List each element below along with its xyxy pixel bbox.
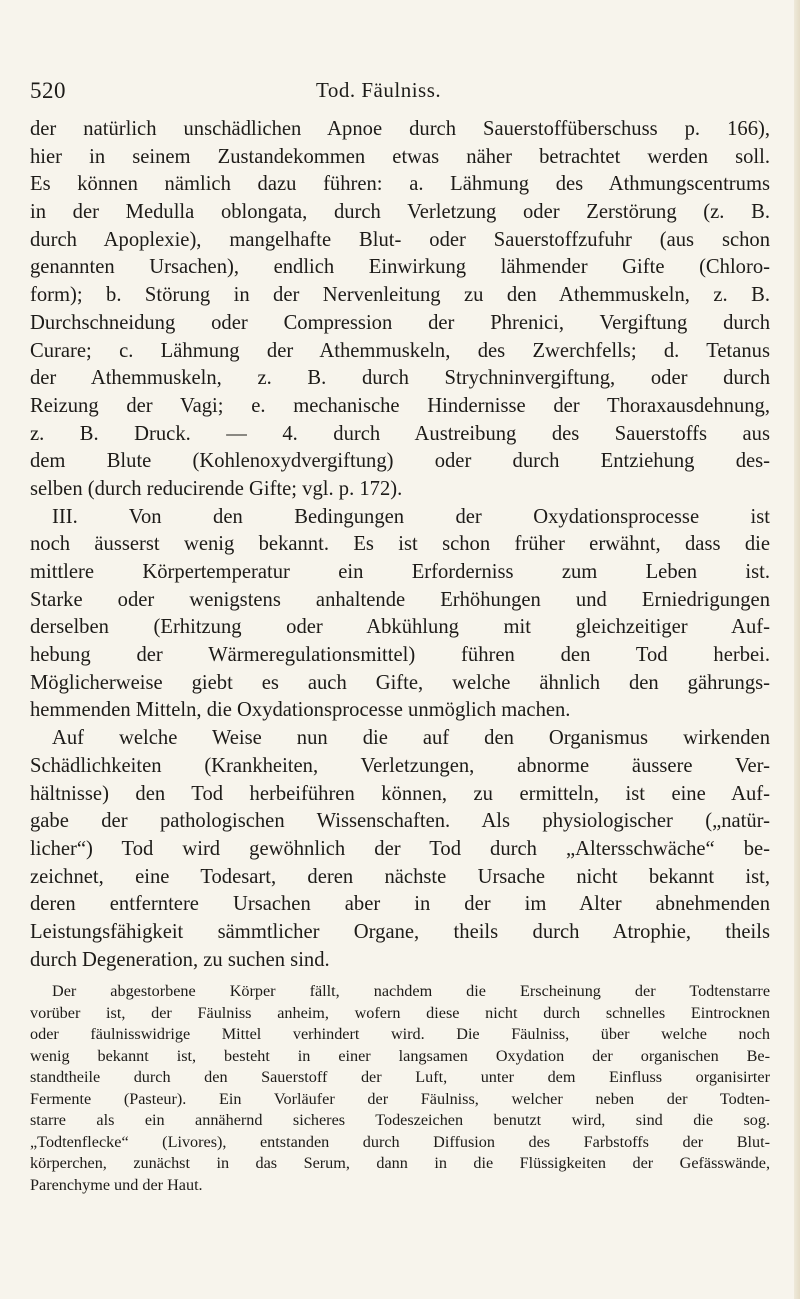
text-line: durch Apoplexie), mangelhafte Blut- oder Sauerstoffzufuhr (aus schon: [30, 228, 770, 251]
fine-line: körperchen, zunächst in das Serum, dann in die Flüssigkeiten der Gefässwände,: [30, 1154, 770, 1173]
fine-line: wenig bekannt ist, besteht in einer langsamen Oxydation der organischen Be-: [30, 1046, 770, 1065]
text-line: gabe der pathologischen Wissenschaften. Als physiologischer („natür-: [30, 810, 770, 833]
fine-line: Der abgestorbene Körper fällt, nachdem die Erscheinung der Todtenstarre: [52, 982, 770, 1001]
text-line: Schädlichkeiten (Krankheiten, Verletzungen, abnorme äussere Ver-: [30, 754, 770, 777]
text-line: deren entferntere Ursachen aber in der im Alter abnehmenden: [30, 893, 770, 916]
text-line: in der Medulla oblongata, durch Verletzung oder Zerstörung (z. B.: [30, 201, 770, 224]
text-line: hier in seinem Zustandekommen etwas näher betrachtet werden soll.: [30, 145, 770, 168]
main-paragraphs: [30, 116, 770, 974]
page-number: 520: [30, 78, 66, 103]
text-line: der Athemmuskeln, z. B. durch Strychninvergiftung, oder durch: [30, 367, 770, 390]
fine-line: „Todtenflecke“ (Livores), entstanden durch Diffusion des Farbstoffs der Blut-: [30, 1132, 770, 1151]
text-line: form); b. Störung in der Nervenleitung zu den Athemmuskeln, z. B.: [30, 284, 770, 307]
page-header: [30, 78, 770, 104]
text-line: hebung der Wärmeregulationsmittel) führen den Tod herbei.: [30, 644, 770, 667]
fine-line: starre als ein annähernd sicheres Todeszeichen benutzt wird, sind die sog.: [30, 1111, 770, 1130]
text-line: Möglicherweise giebt es auch Gifte, welche ähnlich den gährungs-: [30, 671, 770, 694]
text-line: hemmenden Mitteln, die Oxydationsprocesse unmöglich machen.: [30, 699, 571, 722]
running-title: Tod. Fäulniss.: [316, 78, 442, 102]
text-line: durch Degeneration, zu suchen sind.: [30, 948, 330, 971]
text-line: Curare; c. Lähmung der Athemmuskeln, des Zwerchfells; d. Tetanus: [30, 339, 770, 362]
text-line: Starke oder wenigstens anhaltende Erhöhungen und Erniedrigungen: [30, 588, 770, 611]
text-line: dem Blute (Kohlenoxydvergiftung) oder durch Entziehung des-: [30, 450, 770, 473]
fine-line: Parenchyme und der Haut.: [30, 1175, 203, 1194]
text-line: genannten Ursachen), endlich Einwirkung lähmender Gifte (Chloro-: [30, 256, 770, 279]
text-line: derselben (Erhitzung oder Abkühlung mit gleichzeitiger Auf-: [30, 616, 770, 639]
text-line: mittlere Körpertemperatur ein Erforderniss zum Leben ist.: [30, 561, 770, 583]
text-line: Es können nämlich dazu führen: a. Lähmung des Athmungscentrums: [30, 173, 770, 196]
fine-print-paragraph: [30, 981, 770, 1196]
fine-line: standtheile durch den Sauerstoff der Luft, unter dem Einfluss organisirter: [30, 1068, 770, 1087]
text-line: Reizung der Vagi; e. mechanische Hindernisse der Thoraxausdehnung,: [30, 394, 770, 417]
text-line: Leistungsfähigkeit sämmtlicher Organe, theils durch Atrophie, theils: [30, 920, 770, 943]
fine-line: vorüber ist, der Fäulniss anheim, wofern diese nicht durch schnelles Eintrocknen: [30, 1003, 770, 1022]
text-line: Durchschneidung oder Compression der Phrenici, Vergiftung durch: [30, 311, 770, 334]
text-line: z. B. Druck. — 4. durch Austreibung des Sauerstoffs aus: [30, 422, 770, 445]
text-line: licher“) Tod wird gewöhnlich der Tod durch „Altersschwäche“ be-: [30, 837, 770, 860]
body-text: [30, 116, 770, 1196]
page-edge: [794, 0, 800, 1299]
fine-line: Fermente (Pasteur). Ein Vorläufer der Fäulniss, welcher neben der Todten-: [30, 1089, 770, 1108]
text-line: der natürlich unschädlichen Apnoe durch Sauerstoffüberschuss p. 166),: [30, 118, 770, 140]
fine-line: oder fäulnisswidrige Mittel verhindert wird. Die Fäulniss, über welche noch: [30, 1025, 770, 1044]
text-line: selben (durch reducirende Gifte; vgl. p. 172).: [30, 477, 403, 500]
text-line: III. Von den Bedingungen der Oxydationsprocesse ist: [52, 505, 770, 528]
text-line: noch äusserst wenig bekannt. Es ist schon früher erwähnt, dass die: [30, 533, 770, 556]
text-line: hältnisse) den Tod herbeiführen können, zu ermitteln, ist eine Auf-: [30, 782, 770, 805]
text-line: Auf welche Weise nun die auf den Organismus wirkenden: [52, 727, 770, 750]
text-line: zeichnet, eine Todesart, deren nächste Ursache nicht bekannt ist,: [30, 865, 770, 888]
